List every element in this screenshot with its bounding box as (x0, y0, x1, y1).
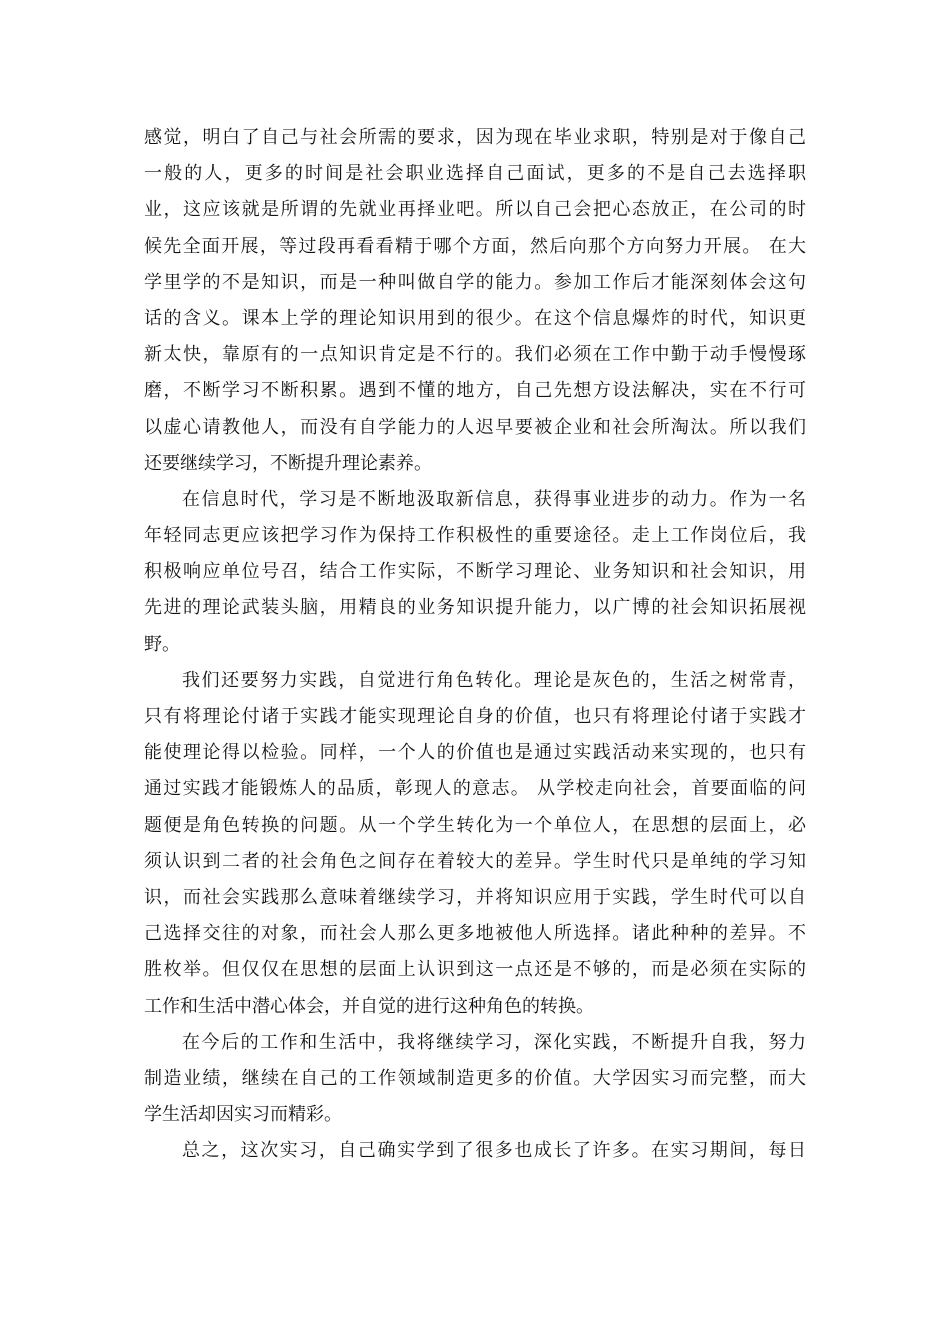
text-line: 候先全面开展，等过段再看看精于哪个方面，然后向那个方向努力开展。 在大 (144, 235, 806, 257)
text-line: 话的含义。课本上学的理论知识用到的很少。在这个信息爆炸的时代，知识更 (144, 307, 806, 329)
text-line: 识，而社会实践那么意味着继续学习，并将知识应用于实践，学生时代可以自 (144, 886, 806, 908)
text-line: 一般的人，更多的时间是社会职业选择自己面试，更多的不是自己去选择职 (144, 163, 806, 185)
text-line: 只有将理论付诸于实践才能实现理论自身的价值，也只有将理论付诸于实践才 (144, 706, 806, 727)
text-line: 感觉，明白了自己与社会所需的要求，因为现在毕业求职，特别是对于像自己 (144, 127, 806, 148)
text-line: 通过实践才能锻炼人的品质，彰现人的意志。 从学校走向社会，首要面临的问 (144, 778, 806, 800)
text-line: 野。 (144, 633, 180, 655)
text-line: 积极响应单位号召，结合工作实际，不断学习理论、业务知识和社会知识，用 (144, 561, 806, 583)
paragraph (144, 663, 806, 1025)
text-line: 在今后的工作和生活中，我将继续学习，深化实践，不断提升自我，努力 (182, 1031, 806, 1053)
text-line: 年轻同志更应该把学习作为保持工作积极性的重要途径。走上工作岗位后，我 (144, 525, 806, 547)
text-line: 先进的理论武装头脑，用精良的业务知识提升能力，以广博的社会知识拓展视 (144, 597, 806, 619)
paragraph (144, 1133, 806, 1169)
text-line: 题便是角色转换的问题。从一个学生转化为一个单位人，在思想的层面上，必 (144, 814, 806, 836)
text-line: 胜枚举。但仅仅在思想的层面上认识到这一点还是不够的，而是必须在实际的 (144, 959, 806, 981)
text-line: 能使理论得以检验。同样，一个人的价值也是通过实践活动来实现的，也只有 (144, 742, 806, 764)
text-line: 磨，不断学习不断积累。遇到不懂的地方，自己先想方设法解决，实在不行可 (144, 380, 806, 402)
text-line: 己选择交往的对象，而社会人那么更多地被他人所选择。诸此种种的差异。不 (144, 923, 806, 945)
text-line: 工作和生活中潜心体会，并自觉的进行这种角色的转换。 (144, 995, 594, 1017)
text-line: 制造业绩，继续在自己的工作领域制造更多的价值。大学因实习而完整，而大 (144, 1067, 806, 1089)
paragraph (144, 1025, 806, 1134)
paragraph (144, 482, 806, 663)
text-line: 总之，这次实习，自己确实学到了很多也成长了许多。在实习期间，每日 (182, 1140, 806, 1162)
body-text (144, 120, 806, 1169)
document-page (144, 120, 806, 1169)
text-line: 业，这应该就是所谓的先就业再择业吧。所以自己会把心态放正，在公司的时 (144, 199, 806, 221)
text-line: 我们还要努力实践，自觉进行角色转化。理论是灰色的，生活之树常青， (182, 669, 806, 691)
paragraph (144, 120, 806, 482)
text-line: 以虚心请教他人，而没有自学能力的人迟早要被企业和社会所淘汰。所以我们 (144, 416, 806, 438)
text-line: 须认识到二者的社会角色之间存在着较大的差异。学生时代只是单纯的学习知 (144, 850, 806, 872)
text-line: 还要继续学习，不断提升理论素养。 (144, 452, 432, 474)
text-line: 学里学的不是知识，而是一种叫做自学的能力。参加工作后才能深刻体会这句 (144, 271, 806, 293)
text-line: 新太快，靠原有的一点知识肯定是不行的。我们必须在工作中勤于动手慢慢琢 (144, 344, 806, 366)
text-line: 学生活却因实习而精彩。 (144, 1104, 342, 1126)
text-line: 在信息时代，学习是不断地汲取新信息，获得事业进步的动力。作为一名 (182, 488, 806, 510)
